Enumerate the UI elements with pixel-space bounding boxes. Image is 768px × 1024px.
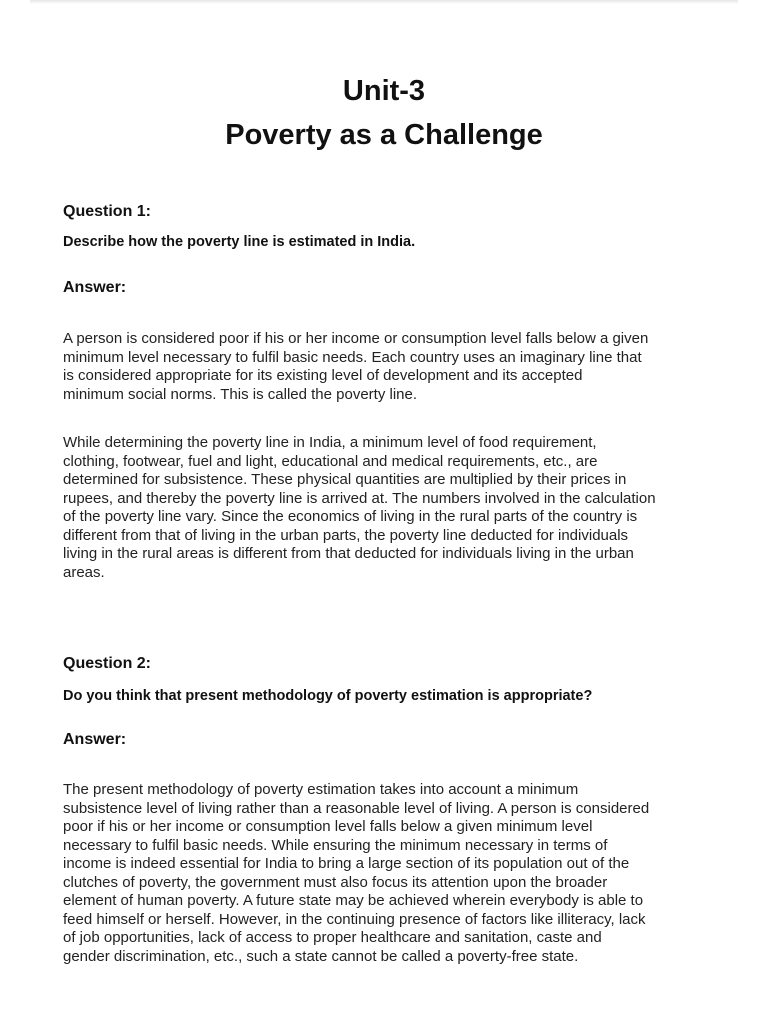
text-line: determined for subsistence. These physical quantities are multiplied by their prices in <box>63 471 627 488</box>
chapter-title: Poverty as a Challenge <box>225 119 543 151</box>
text-line: minimum level necessary to fulfil basic needs. Each country uses an imaginary line that <box>63 348 642 366</box>
text-line: areas. <box>63 563 105 581</box>
answer-1-paragraph-1 <box>63 330 723 404</box>
text-line: rupees, and thereby the poverty line is arrived at. The numbers involved in the calculation <box>63 489 656 507</box>
text-line: necessary to fulfil basic needs. While ensuring the minimum necessary in terms of <box>63 836 608 854</box>
text-line: clothing, footwear, fuel and light, educational and medical requirements, etc., are <box>63 452 598 470</box>
text-line: is considered appropriate for its existing level of development and its accepted <box>63 367 583 384</box>
text-line: subsistence level of living rather than a reasonable level of living. A person is considered <box>63 799 650 817</box>
text-line: poor if his or her income or consumption level falls below a given minimum level <box>63 818 593 835</box>
text-line: different from that of living in the urban parts, the poverty line deducted for individuals <box>63 526 629 544</box>
question-2-text: Do you think that present methodology of poverty estimation is appropriate? <box>63 688 593 704</box>
question-1-label: Question 1: <box>63 203 152 220</box>
text-line: feed himself or herself. However, in the continuing presence of factors like illiteracy, lack <box>63 910 646 928</box>
question-1-text: Describe how the poverty line is estimated in India. <box>63 234 416 250</box>
text-line: of job opportunities, lack of access to proper healthcare and sanitation, caste and <box>63 929 602 946</box>
text-line: living in the rural areas is different from that deducted for individuals living in the urban <box>63 545 634 562</box>
text-line: element of human poverty. A future state may be achieved wherein everybody is able to <box>63 892 644 909</box>
document-page <box>63 0 723 1024</box>
text-line: clutches of poverty, the government must also focus its attention upon the broader <box>63 873 608 891</box>
text-line: of the poverty line vary. Since the economics of living in the rural parts of the country is <box>63 508 638 525</box>
answer-2-label: Answer: <box>63 731 127 748</box>
question-2-label: Question 2: <box>63 655 152 672</box>
text-line: A person is considered poor if his or her income or consumption level falls below a given <box>63 330 649 347</box>
text-line: income is indeed essential for India to bring a large section of its population out of the <box>63 855 630 872</box>
answer-1-paragraph-2 <box>63 434 723 582</box>
text-line: gender discrimination, etc., such a state cannot be called a poverty-free state. <box>63 947 579 965</box>
unit-heading: Unit-3 <box>342 75 426 107</box>
text-line: minimum social norms. This is called the poverty line. <box>63 385 418 403</box>
text-line: The present methodology of poverty estimation takes into account a minimum <box>63 781 579 798</box>
text-line: While determining the poverty line in India, a minimum level of food requirement, <box>63 434 597 451</box>
answer-2-paragraph-1 <box>63 781 723 966</box>
answer-1-label: Answer: <box>63 279 127 296</box>
